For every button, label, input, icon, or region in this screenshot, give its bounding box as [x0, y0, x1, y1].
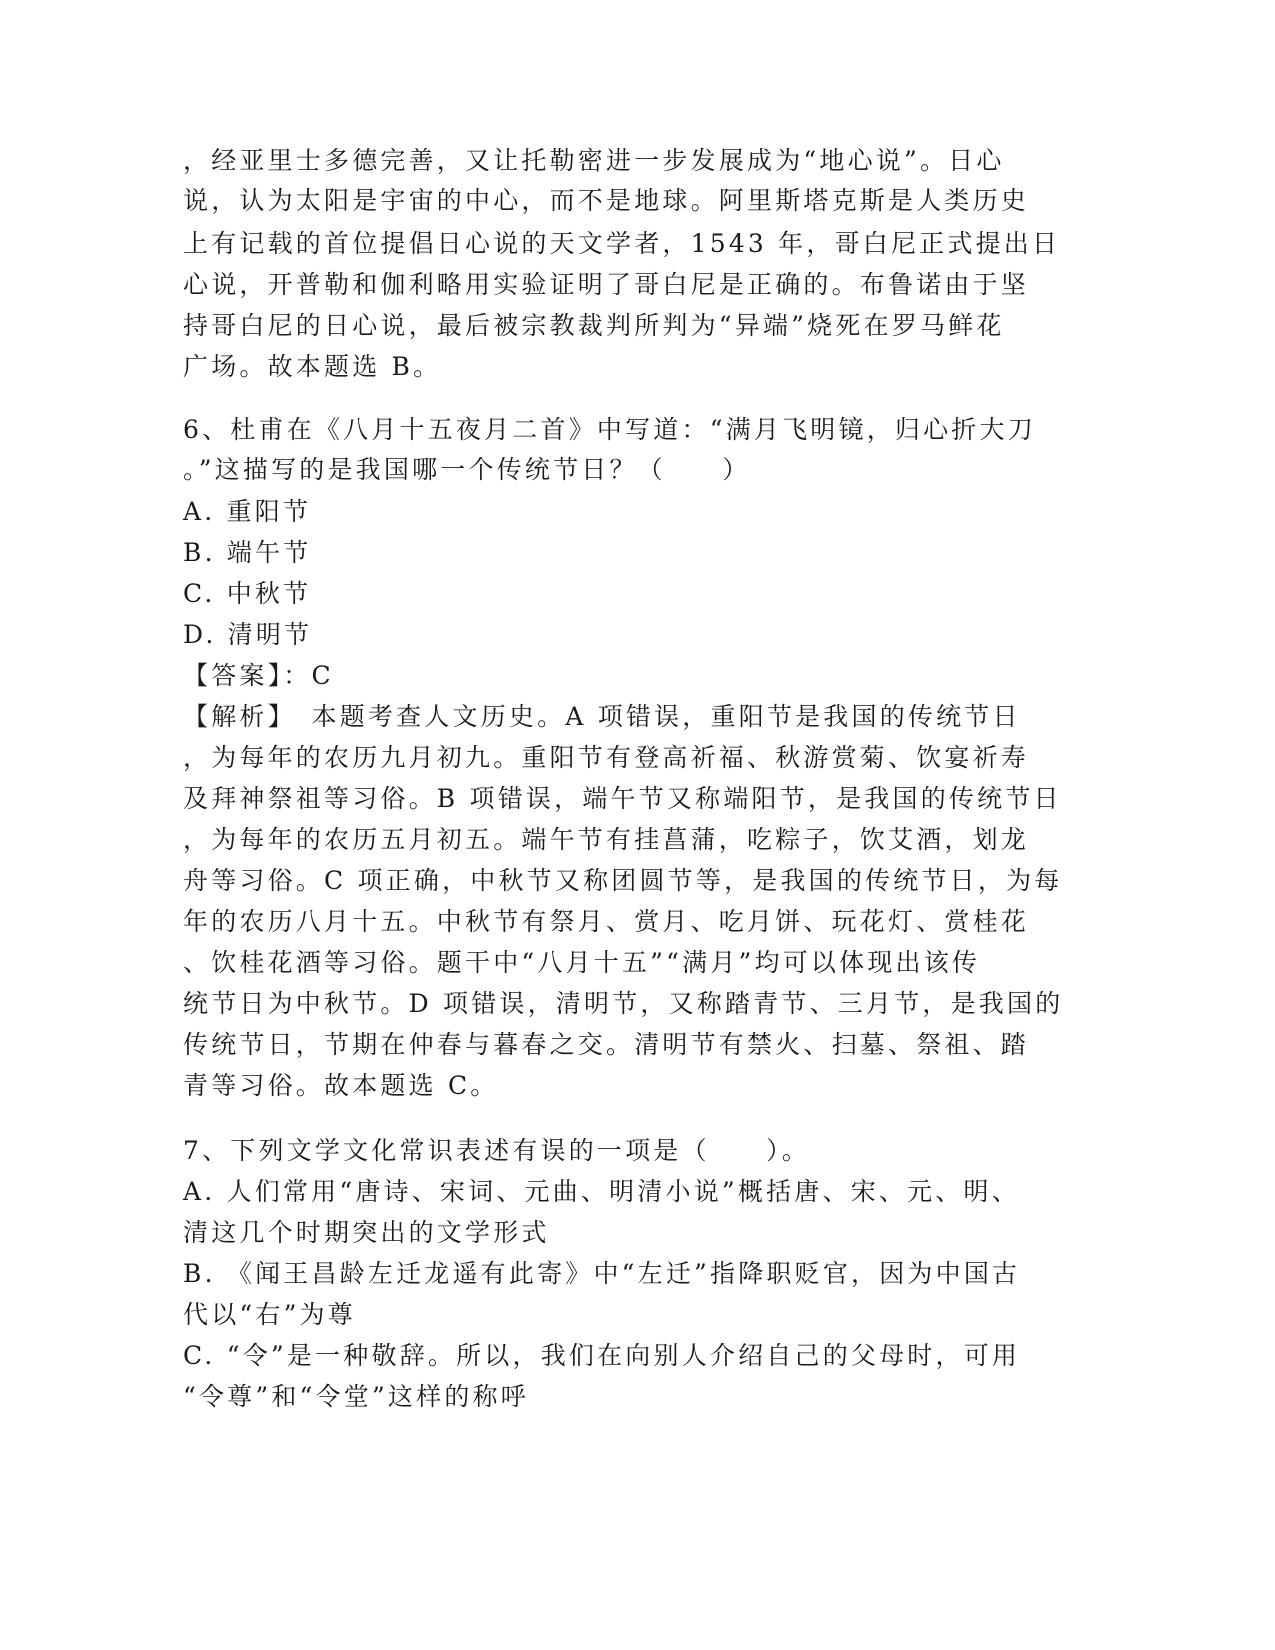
text-line: 上有记载的首位提倡日心说的天文学者，1543 年，哥白尼正式提出日 [183, 229, 1061, 258]
option-c: C. “令”是一种敬辞。所以，我们在向别人介绍自己的父母时，可用 [183, 1341, 1021, 1370]
text-line: 说，认为太阳是宇宙的中心，而不是地球。阿里斯塔克斯是人类历史 [183, 186, 1030, 215]
text-line: 广场。故本题选 B。 [183, 352, 442, 381]
option-a-continued: 清这几个时期突出的文学形式 [183, 1218, 550, 1247]
text-line: 心说，开普勒和伽利略用实验证明了哥白尼是正确的。布鲁诺由于坚 [183, 270, 1030, 299]
option-a: A. 人们常用“唐诗、宋词、元曲、明清小说”概括唐、宋、元、明、 [183, 1177, 1020, 1206]
answer-line: 【答案】：C [183, 661, 334, 690]
option-c: C. 中秋节 [183, 579, 312, 608]
explanation-line: ，为每年的农历九月初九。重阳节有登高祈福、秋游赏菊、饮宴祈寿 [183, 743, 1030, 772]
explanation-line: 传统节日，节期在仲春与暮春之交。清明节有禁火、扫墓、祭祖、踏 [183, 1030, 1030, 1059]
option-c-continued: “令尊”和“令堂”这样的称呼 [183, 1382, 529, 1411]
option-a: A. 重阳节 [183, 497, 312, 526]
explanation-line: 【解析】 本题考查人文历史。A 项错误，重阳节是我国的传统节日 [183, 702, 1021, 731]
explanation-line: ，为每年的农历五月初五。端午节有挂菖蒲，吃粽子，饮艾酒，划龙 [183, 825, 1030, 854]
question-stem-line: 6、杜甫在《八月十五夜月二首》中写道：“满月飞明镜，归心折大刀 [183, 415, 1036, 444]
question-stem-line: 。”这描写的是我国哪一个传统节日？（ ） [183, 455, 751, 484]
explanation-line: 年的农历八月十五。中秋节有祭月、赏月、吃月饼、玩花灯、赏桂花 [183, 907, 1030, 936]
explanation-line: 、饮桂花酒等习俗。题干中“八月十五”“满月”均可以体现出该传 [183, 948, 981, 977]
option-b: B. 端午节 [183, 538, 312, 567]
explanation-line: 及拜神祭祖等习俗。B 项错误，端午节又称端阳节，是我国的传统节日 [183, 784, 1062, 813]
explanation-line: 统节日为中秋节。D 项错误，清明节，又称踏青节、三月节，是我国的 [183, 989, 1064, 1018]
explanation-line: 青等习俗。故本题选 C。 [183, 1071, 499, 1100]
question-stem-line: 7、下列文学文化常识表述有误的一项是（ ）。 [183, 1136, 811, 1165]
option-d: D. 清明节 [183, 620, 313, 649]
text-line: 持哥白尼的日心说，最后被宗教裁判所判为“异端”烧死在罗马鲜花 [183, 311, 1005, 340]
explanation-line: 舟等习俗。C 项正确，中秋节又称团圆节等，是我国的传统节日，为每 [183, 866, 1063, 895]
option-b: B. 《闻王昌龄左迁龙遥有此寄》中“左迁”指降职贬官，因为中国古 [183, 1259, 1021, 1288]
option-b-continued: 代以“右”为尊 [183, 1300, 356, 1329]
text-line: ，经亚里士多德完善，又让托勒密进一步发展成为“地心说”。日心 [183, 146, 1005, 175]
